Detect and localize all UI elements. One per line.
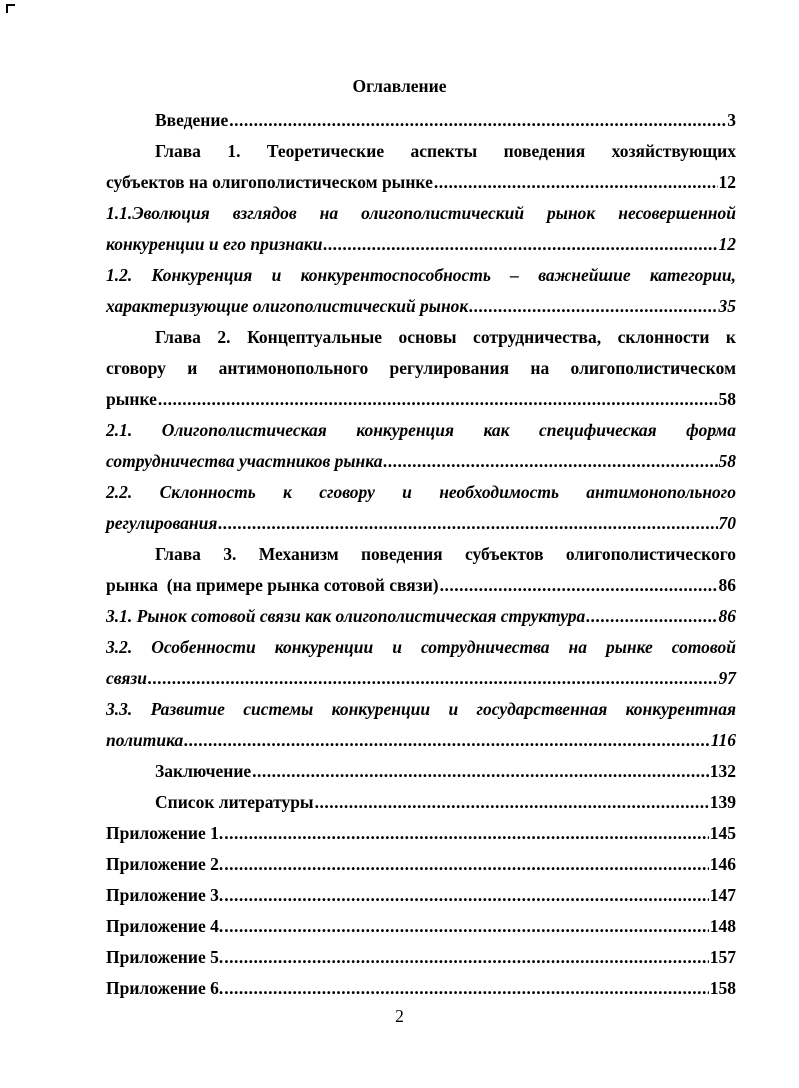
toc-entry-appendix-6[interactable]: [106, 976, 736, 1000]
toc-entry-section-3-2-line1[interactable]: 3.2. Особенности конкуренции и сотрудничества на рынке сотовой: [106, 637, 736, 657]
toc-leader-dots: [323, 232, 717, 256]
toc-leader-dots: [148, 666, 718, 690]
toc-entry-text: Приложение 6.: [106, 978, 224, 998]
toc-entry-chapter-3[interactable]: [106, 573, 736, 597]
toc-entry-chapter-1-line1[interactable]: Глава 1. Теоретические аспекты поведения хозяйствующих: [155, 141, 736, 161]
toc-entry-section-2-2[interactable]: [106, 511, 736, 535]
toc-leader-dots: [383, 449, 717, 473]
toc-entry-text: рынка (на примере рынка сотовой связи): [106, 575, 439, 595]
toc-entry-page: 12: [718, 234, 736, 254]
toc-entry-chapter-2-line1[interactable]: Глава 2. Концептуальные основы сотрудничества, склонности к: [155, 327, 736, 347]
toc-entry-section-2-2-line1[interactable]: 2.2. Склонность к сговору и необходимость антимонопольного: [106, 482, 736, 502]
toc-entry-text: Приложение 2.: [106, 854, 224, 874]
toc-entry-appendix-3[interactable]: [106, 883, 736, 907]
toc-entry-page: 70: [718, 513, 736, 533]
toc-leader-dots: [184, 728, 709, 752]
toc-leader-dots: [224, 883, 709, 907]
toc-entry-text: регулирования: [106, 513, 218, 533]
toc-leader-dots: [440, 573, 718, 597]
toc-entry-page: 147: [709, 885, 736, 905]
toc-leader-dots: [586, 604, 717, 628]
toc-entry-appendix-1[interactable]: [106, 821, 736, 845]
toc-leader-dots: [224, 976, 709, 1000]
toc-leader-dots: [218, 511, 717, 535]
toc-title: Оглавление: [352, 76, 447, 96]
toc-entry-text: политика: [106, 730, 184, 750]
toc-entry-page: 58: [718, 389, 736, 409]
toc-entry-introduction[interactable]: [155, 108, 736, 132]
toc-entry-section-3-3-line1[interactable]: 3.3. Развитие системы конкуренции и государственная конкурентная: [106, 699, 736, 719]
toc-leader-dots: [224, 821, 709, 845]
toc-entry-text: Приложение 4.: [106, 916, 224, 936]
toc-leader-dots: [315, 790, 709, 814]
toc-entry-section-3-3[interactable]: [106, 728, 736, 752]
toc-entry-appendix-2[interactable]: [106, 852, 736, 876]
toc-entry-section-3-1[interactable]: [106, 604, 736, 628]
toc-entry-text: Введение: [155, 110, 229, 130]
toc-entry-page: 35: [718, 296, 736, 316]
toc-entry-section-1-2[interactable]: [106, 294, 736, 318]
toc-entry-page: 132: [709, 761, 736, 781]
toc-entry-text: связи: [106, 668, 147, 688]
toc-entry-text: субъектов на олигополистическом рынке: [106, 172, 433, 192]
toc-leader-dots: [469, 294, 717, 318]
toc-entry-text: Приложение 5.: [106, 947, 224, 967]
toc-entry-text: 3.1. Рынок сотовой связи как олигополистическая структура: [106, 606, 586, 626]
toc-entry-section-1-2-line1[interactable]: 1.2. Конкуренция и конкурентоспособность – важнейшие категории,: [106, 265, 736, 285]
toc-leader-dots: [252, 759, 709, 783]
toc-entry-text: Список литературы: [155, 792, 314, 812]
toc-entry-text: сотрудничества участников рынка: [106, 451, 383, 471]
toc-entry-text: характеризующие олигополистический рынок: [106, 296, 469, 316]
toc-entry-bibliography[interactable]: [155, 790, 736, 814]
toc-entry-appendix-5[interactable]: [106, 945, 736, 969]
toc-entry-page: 3: [727, 110, 736, 130]
toc-entry-conclusion[interactable]: [155, 759, 736, 783]
toc-entry-section-1-1-line1[interactable]: 1.1.Эволюция взглядов на олигополистический рынок несовершенной: [106, 203, 736, 223]
toc-entry-chapter-3-line1[interactable]: Глава 3. Механизм поведения субъектов олигополистического: [155, 544, 736, 564]
toc-entry-chapter-1[interactable]: [106, 170, 736, 194]
corner-crop-mark: [6, 4, 15, 13]
toc-entry-text: Приложение 3.: [106, 885, 224, 905]
toc-entry-chapter-2[interactable]: [106, 387, 736, 411]
toc-leader-dots: [229, 108, 726, 132]
toc-leader-dots: [158, 387, 718, 411]
toc-entry-page: 146: [709, 854, 736, 874]
toc-entry-section-1-1[interactable]: [106, 232, 736, 256]
toc-leader-dots: [224, 945, 709, 969]
toc-entry-appendix-4[interactable]: [106, 914, 736, 938]
toc-entry-page: 97: [718, 668, 736, 688]
toc-entry-section-2-1-line1[interactable]: 2.1. Олигополистическая конкуренция как специфическая форма: [106, 420, 736, 440]
toc-leader-dots: [434, 170, 718, 194]
toc-entry-text: Заключение: [155, 761, 252, 781]
toc-entry-page: 86: [718, 575, 736, 595]
toc-entry-section-3-2[interactable]: [106, 666, 736, 690]
toc-leader-dots: [224, 852, 709, 876]
toc-entry-text: Приложение 1.: [106, 823, 224, 843]
toc-entry-section-2-1[interactable]: [106, 449, 736, 473]
toc-entry-text: рынке: [106, 389, 157, 409]
toc-entry-page: 86: [718, 606, 736, 626]
toc-entry-page: 157: [709, 947, 736, 967]
toc-entry-page: 58: [718, 451, 736, 471]
page-number: 2: [395, 1006, 404, 1026]
toc-entry-chapter-2-line2[interactable]: сговору и антимонопольного регулирования на олигополистическом: [106, 358, 736, 378]
toc-entry-page: 139: [709, 792, 736, 812]
toc-leader-dots: [224, 914, 709, 938]
toc-entry-page: 158: [709, 978, 736, 998]
toc-entry-page: 12: [718, 172, 736, 192]
toc-entry-text: конкуренции и его признаки: [106, 234, 323, 254]
toc-entry-page: 116: [710, 730, 736, 750]
toc-entry-page: 148: [709, 916, 736, 936]
toc-entry-page: 145: [709, 823, 736, 843]
